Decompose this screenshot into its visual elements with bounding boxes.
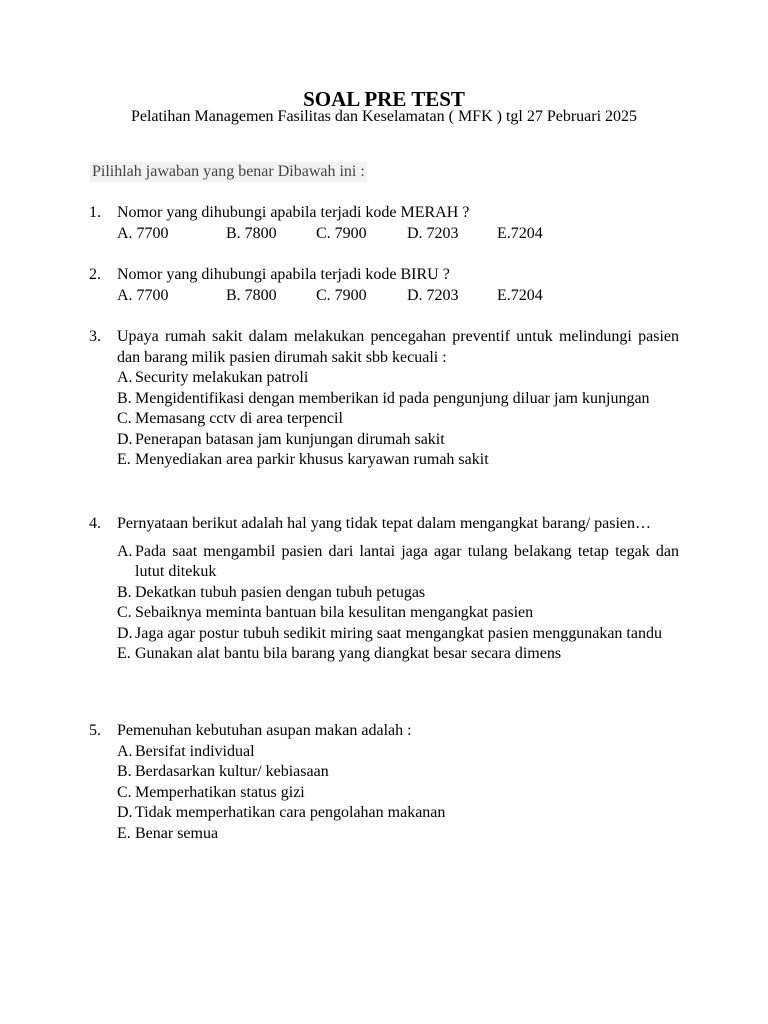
option-text: Sebaiknya meminta bantuan bila kesulitan mengangkat pasien [135,604,534,621]
option-letter: B. [117,389,132,407]
option-letter: B. [117,763,132,780]
option-letter: C. [117,604,132,621]
option-d: D. 7203 [407,224,459,242]
option-letter: B. [117,583,132,601]
option-text: Menyediakan area parkir khusus karyawan rumah sakit [135,451,489,468]
option-letter: D. [117,430,133,448]
option-text: Memasang cctv di area terpencil [135,410,343,427]
option-c: C. 7900 [316,224,367,242]
options-row [117,286,679,307]
question-5 [89,721,679,844]
question-text: Pernyataan berikut adalah hal yang tidak tepat dalam mengangkat barang/ pasien… [117,515,652,532]
question-number: 2. [89,266,101,283]
option-e [117,824,679,845]
option-text: Penerapan batasan jam kunjungan dirumah sakit [135,430,445,448]
question-text: Pemenuhan kebutuhan asupan makan adalah : [117,722,412,739]
option-a: A. 7700 [117,224,169,242]
question-number: 3. [89,328,101,345]
option-text: Bersifat individual [135,742,255,760]
option-d [117,803,679,824]
option-c [117,783,679,804]
option-a: A. 7700 [117,286,169,304]
option-letter: C. [117,410,132,427]
option-text: Gunakan alat bantu bila barang yang diangkat besar secara dimens [135,645,562,662]
option-c: C. 7900 [316,286,367,304]
option-b [117,583,679,604]
option-c [117,409,679,430]
option-d: D. 7203 [407,286,459,304]
option-text: Berdasarkan kultur/ kebiasaan [135,763,329,780]
option-b: B. 7800 [226,286,277,304]
question-number: 1. [89,204,101,221]
question-number: 5. [89,722,101,739]
option-b [117,762,679,783]
option-text: Dekatkan tubuh pasien dengan tubuh petugas [135,583,426,601]
option-a [117,368,679,389]
option-d [117,430,679,451]
option-e [117,450,679,471]
option-letter: A. [117,742,133,760]
option-text: Benar semua [135,824,219,842]
question-text: Nomor yang dihubungi apabila terjadi kode BIRU ? [117,266,450,283]
option-text: Jaga agar postur tubuh sedikit miring saat mengangkat pasien menggunakan tandu [135,624,662,642]
option-letter: D. [117,624,133,642]
option-text: Memperhatikan status gizi [135,783,305,801]
option-text: Security melakukan patroli [135,369,309,386]
option-a [117,742,679,763]
option-letter: A. [117,369,133,386]
option-letter: C. [117,783,132,801]
question-number: 4. [89,515,101,532]
option-letter: E. [117,451,131,468]
option-c [117,603,679,624]
page-subtitle: Pelatihan Managemen Fasilitas dan Keselamatan ( MFK ) tgl 27 Pebruari 2025 [130,108,638,125]
option-letter: E. [117,824,131,842]
page-title: SOAL PRE TEST [303,87,465,111]
options-row [117,224,679,245]
option-letter: D. [117,804,133,821]
option-a [117,542,679,583]
option-b [117,389,679,410]
option-letter: A. [117,542,133,560]
option-b: B. 7800 [226,224,277,242]
question-2 [89,265,679,306]
question-text: Upaya rumah sakit dalam melakukan pencegahan preventif untuk melindungi pasien dan barang milik pasien dirumah sakit sbb kecuali : [117,328,679,366]
option-d [117,624,679,645]
option-letter: E. [117,645,131,662]
question-1 [89,203,679,244]
question-4 [89,514,679,665]
option-text: Pada saat mengambil pasien dari lantai jaga agar tulang belakang tetap tegak dan lutut ditekuk [135,542,679,580]
instruction-text: Pilihlah jawaban yang benar Dibawah ini : [92,163,365,180]
option-e [117,644,679,665]
question-text: Nomor yang dihubungi apabila terjadi kode MERAH ? [117,204,470,221]
option-e: E.7204 [497,224,543,242]
option-e: E.7204 [497,286,543,304]
option-text: Tidak memperhatikan cara pengolahan makanan [135,804,446,821]
option-text: Mengidentifikasi dengan memberikan id pada pengunjung diluar jam kunjungan [135,389,650,407]
question-3 [89,327,679,471]
